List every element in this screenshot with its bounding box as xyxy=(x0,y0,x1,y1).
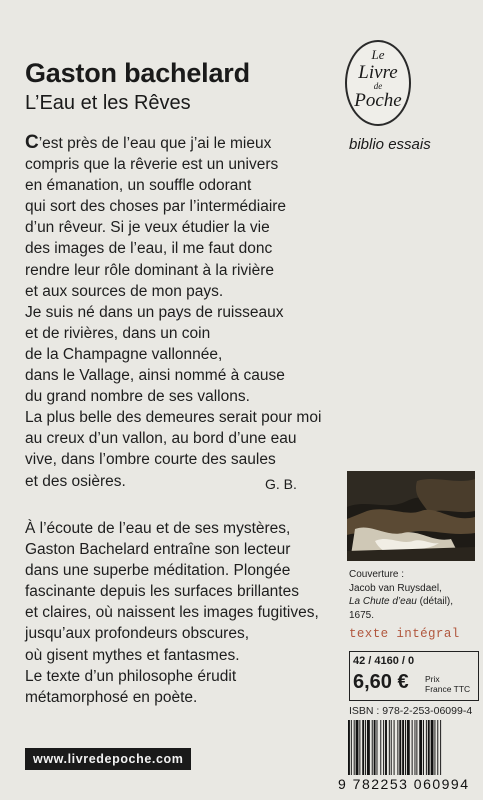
painting-image xyxy=(347,471,475,561)
cover-caption xyxy=(349,568,453,622)
barcode-bar xyxy=(405,720,406,775)
description-line: métamorphosé en poète. xyxy=(25,688,198,706)
quote-line: Je suis né dans un pays de ruisseaux xyxy=(25,303,284,321)
quote-line: et des osières. xyxy=(25,472,126,490)
barcode-bar xyxy=(359,720,360,775)
quote-line: rendre leur rôle dominant à la rivière xyxy=(25,261,274,279)
barcode-bar xyxy=(407,720,410,775)
caption-detail: (détail), xyxy=(416,596,453,607)
barcode-bar xyxy=(399,720,401,775)
barcode-bar xyxy=(428,720,430,775)
barcode-bar xyxy=(394,720,395,775)
website-link[interactable]: www.livredepoche.com xyxy=(25,748,191,770)
book-author: Gaston bachelard xyxy=(25,58,250,88)
price-prix-label: Prix xyxy=(425,674,440,684)
logo-line-de: de xyxy=(373,81,383,91)
quote-line: et aux sources de mon pays. xyxy=(25,282,224,300)
price-region-label: France TTC xyxy=(425,684,471,694)
barcode-bar xyxy=(415,720,416,775)
logo-line-livre: Livre xyxy=(358,62,398,83)
barcode-bar xyxy=(419,720,422,775)
quote-line-text: ’est près de l’eau que j’ai le mieux xyxy=(38,135,272,152)
description-line: dans une superbe méditation. Plongée xyxy=(25,562,291,580)
publisher-logo xyxy=(345,40,411,126)
quote-line xyxy=(25,132,345,154)
caption-line xyxy=(349,595,453,609)
barcode-bar xyxy=(397,720,398,775)
book-title: L’Eau et les Rêves xyxy=(25,92,191,114)
quote-block xyxy=(25,132,345,492)
caption-line: 1675. xyxy=(349,609,375,621)
barcode-number: 9 782253 060994 xyxy=(338,776,470,792)
barcode-bar xyxy=(374,720,376,775)
quote-line: en émanation, un souffle odorant xyxy=(25,177,252,195)
isbn-text: ISBN : 978-2-253-06099-4 xyxy=(349,705,473,717)
description-block xyxy=(25,518,345,708)
description-line: Le texte d’un philosophe érudit xyxy=(25,667,237,685)
series-name: biblio essais xyxy=(349,136,431,153)
barcode-bar xyxy=(431,720,434,775)
barcode-bar xyxy=(412,720,413,775)
barcode-bar xyxy=(426,720,427,775)
description-line: jusqu’aux profondeurs obscures, xyxy=(25,625,250,643)
barcode-bar xyxy=(383,720,384,775)
drop-cap: C xyxy=(25,132,39,153)
caption-line: Couverture : xyxy=(349,569,405,580)
barcode-bar xyxy=(391,720,392,775)
barcode-bar xyxy=(434,720,435,775)
price-box xyxy=(349,651,479,701)
logo-line-poche: Poche xyxy=(354,90,402,111)
caption-line: Jacob van Ruysdael, xyxy=(349,582,442,594)
quote-line: de la Champagne vallonnée, xyxy=(25,345,223,363)
quote-line: au creux d’un vallon, au bord d’une eau xyxy=(25,430,297,448)
barcode-bar xyxy=(380,720,381,775)
barcode-bar xyxy=(365,720,366,775)
barcode-bar xyxy=(416,720,417,775)
barcode-bar xyxy=(402,720,404,775)
barcode-bar xyxy=(356,720,359,775)
logo-line-le: Le xyxy=(371,47,385,62)
price-code: 42 / 4160 / 0 xyxy=(353,655,415,667)
barcode-graphic xyxy=(347,720,477,775)
quote-line: du grand nombre de ses vallons. xyxy=(25,388,250,406)
barcode-bar xyxy=(385,720,387,775)
quote-line: et de rivières, dans un coin xyxy=(25,324,211,342)
barcode-bar xyxy=(423,720,424,775)
barcode-bar xyxy=(354,720,355,775)
edition-label: texte intégral xyxy=(349,627,460,641)
quote-line: des images de l’eau, il me faut donc xyxy=(25,240,273,258)
barcode-bar xyxy=(437,720,438,775)
quote-line: compris que la rêverie est un univers xyxy=(25,156,279,174)
barcode-bar xyxy=(377,720,378,775)
description-line: À l’écoute de l’eau et de ses mystères, xyxy=(25,520,291,537)
barcode-bar xyxy=(348,720,350,775)
description-line: fascinante depuis les surfaces brillantes xyxy=(25,583,299,601)
cover-painting-thumbnail xyxy=(347,471,475,561)
description-line: et claires, où naissent les images fugitives, xyxy=(25,604,319,622)
barcode-bar xyxy=(372,720,373,775)
barcode-bar xyxy=(367,720,370,775)
description-line: où gisent mythes et fantasmes. xyxy=(25,646,240,664)
quote-line: La plus belle des demeures serait pour moi xyxy=(25,409,322,427)
quote-line: d’un rêveur. Si je veux étudier la vie xyxy=(25,219,270,237)
barcode-bar xyxy=(362,720,364,775)
quote-line: vive, dans l’ombre courte des saules xyxy=(25,451,276,469)
painting-title: La Chute d’eau xyxy=(349,596,417,607)
quote-line: qui sort des choses par l’intermédiaire xyxy=(25,198,287,216)
barcode-bar xyxy=(351,720,352,775)
barcode-bar xyxy=(389,720,390,775)
quote-line: dans le Vallage, ainsi nommé à cause xyxy=(25,367,285,385)
description-line: Gaston Bachelard entraîne son lecteur xyxy=(25,541,291,559)
price-value: 6,60 € xyxy=(353,671,409,693)
barcode-bar xyxy=(440,720,441,775)
quote-signature: G. B. xyxy=(265,476,297,492)
